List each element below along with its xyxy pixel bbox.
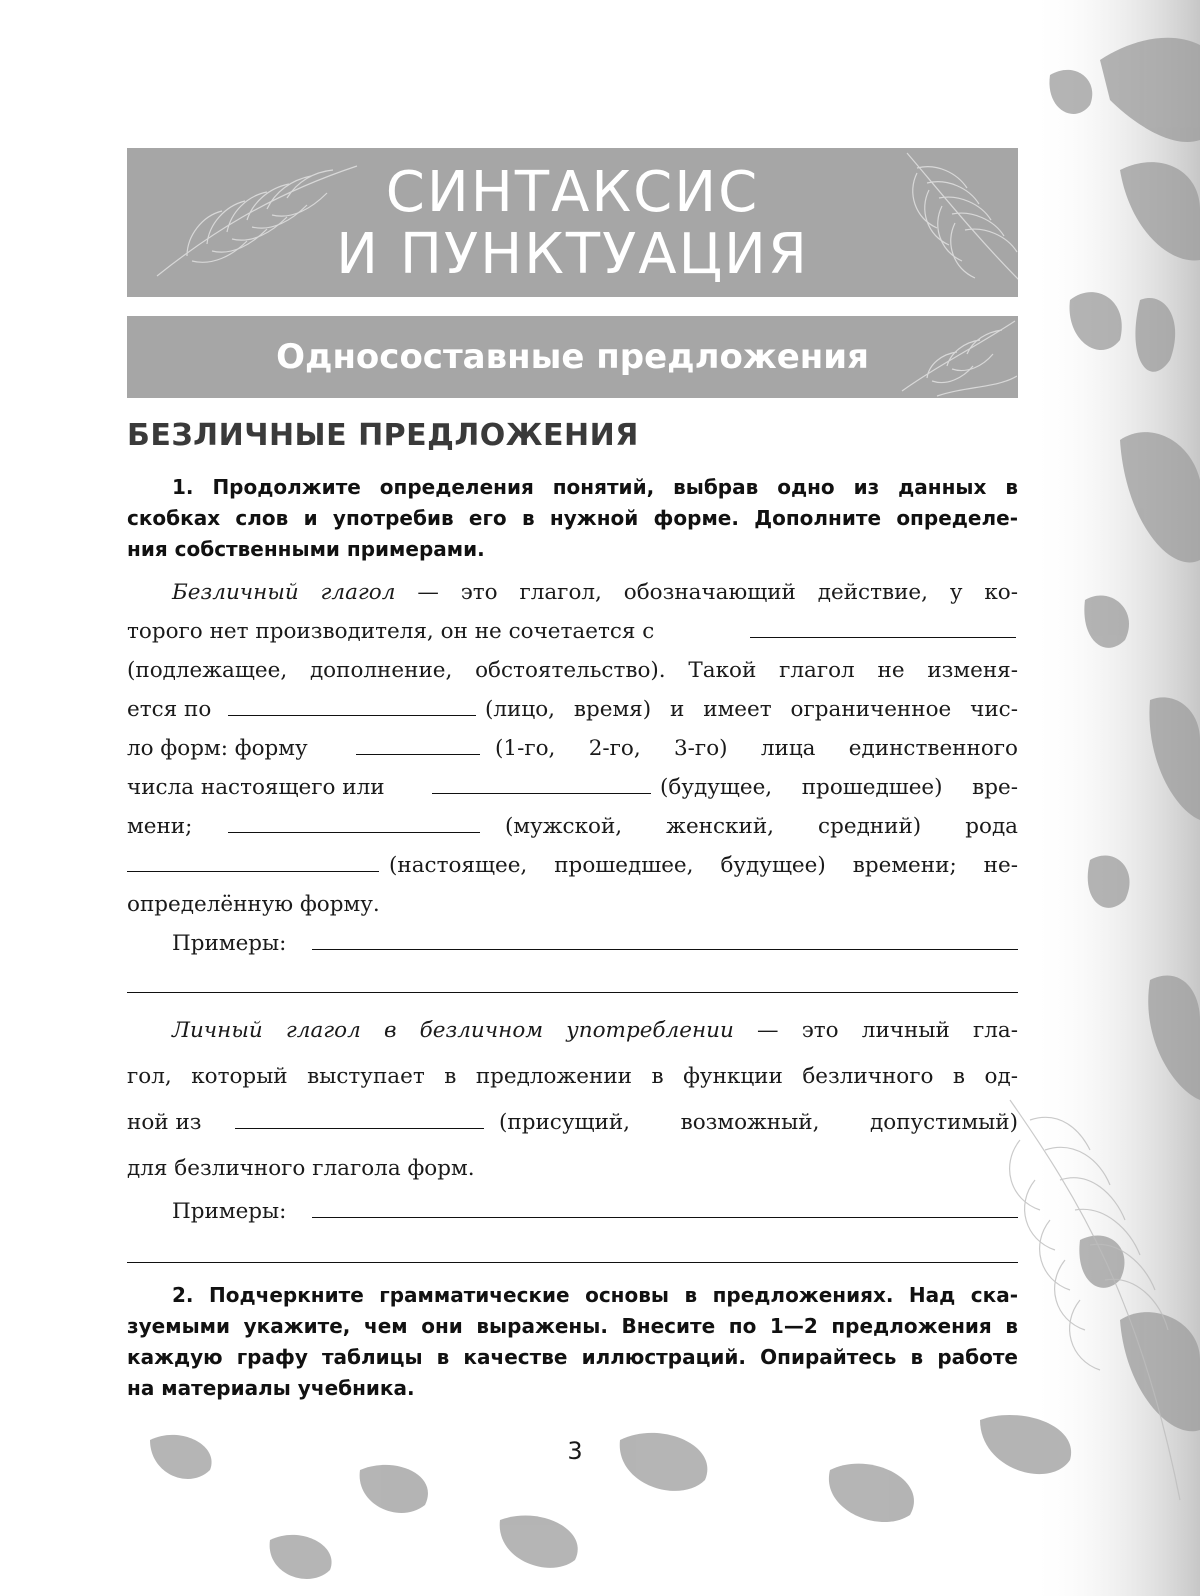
section-banner [127, 316, 1018, 398]
answer-blank[interactable] [432, 773, 651, 794]
def1-line-2: торого нет производителя, он не сочетается с [127, 617, 1018, 647]
task-2-line: 2. Подчеркните грамматические основы в предложениях. Над ска- [172, 1283, 1018, 1307]
def1-term: Безличный глагол [172, 580, 396, 605]
def1-line-4: ется по (лицо, время) и имеет ограниченное чис- [127, 697, 1018, 722]
answer-blank[interactable] [127, 851, 379, 872]
section-title: Односоставные предложения [276, 337, 869, 377]
task-2-line: на материалы учебника. [127, 1376, 415, 1400]
def1-line-5: ло форм: форму (1-го, 2-го, 3-го) лица единственного [127, 736, 1018, 761]
task-1-line: ния собственными примерами. [127, 537, 485, 561]
page-number: 3 [567, 1437, 583, 1465]
def2-line-3: ной из (присущий, возможный, допустимый) [127, 1110, 1018, 1135]
def1-line-9: определённую форму. [127, 892, 380, 917]
examples-answer-line[interactable] [127, 992, 1018, 993]
task-2-instruction [127, 1280, 1018, 1404]
task-1-instruction [127, 472, 1018, 565]
task-1-line: скобках слов и употребив его в нужной форме. Дополните определе- [127, 506, 1018, 530]
subheading: БЕЗЛИЧНЫЕ ПРЕДЛОЖЕНИЯ [127, 418, 639, 453]
task-1-line: 1. Продолжите определения понятий, выбрав одно из данных в [172, 475, 1018, 499]
answer-blank[interactable] [235, 1108, 484, 1129]
def1-line-1: Безличный глагол — это глагол, обозначающий действие, у ко- [172, 580, 1019, 605]
task-2-line: зуемыми укажите, чем они выражены. Внесите по 1—2 предложения в [127, 1314, 1018, 1338]
task-2-line: каждую графу таблицы в качестве иллюстраций. Опирайтесь в работе [127, 1345, 1018, 1369]
answer-blank[interactable] [228, 695, 476, 716]
chapter-title [127, 162, 1018, 286]
def2-term: Личный глагол в безличном употреблении [172, 1018, 734, 1043]
examples-answer-line[interactable] [312, 1197, 1018, 1218]
chapter-title-line2: И ПУНКТУАЦИЯ [336, 222, 809, 287]
chapter-title-line1: СИНТАКСИС [385, 160, 760, 225]
def1-line-7: мени; (мужской, женский, средний) рода [127, 814, 1018, 839]
answer-blank[interactable] [228, 812, 480, 833]
def2-line-4: для безличного глагола форм. [127, 1156, 475, 1181]
answer-blank[interactable] [750, 617, 1016, 638]
def2-line-2: гол, который выступает в предложении в функции безличного в од- [127, 1064, 1018, 1089]
def1-examples: Примеры: [127, 929, 1018, 959]
answer-blank[interactable] [356, 734, 480, 755]
def2-line-1: Личный глагол в безличном употреблении — это личный гла- [172, 1018, 1018, 1043]
chapter-banner [127, 148, 1018, 297]
def1-line-6: числа настоящего или (будущее, прошедшее) вре- [127, 775, 1018, 800]
def2-examples: Примеры: [127, 1197, 1018, 1227]
def1-line-3: (подлежащее, дополнение, обстоятельство). Такой глагол не изменя- [127, 658, 1018, 683]
examples-answer-line[interactable] [127, 1262, 1018, 1263]
examples-answer-line[interactable] [312, 929, 1018, 950]
